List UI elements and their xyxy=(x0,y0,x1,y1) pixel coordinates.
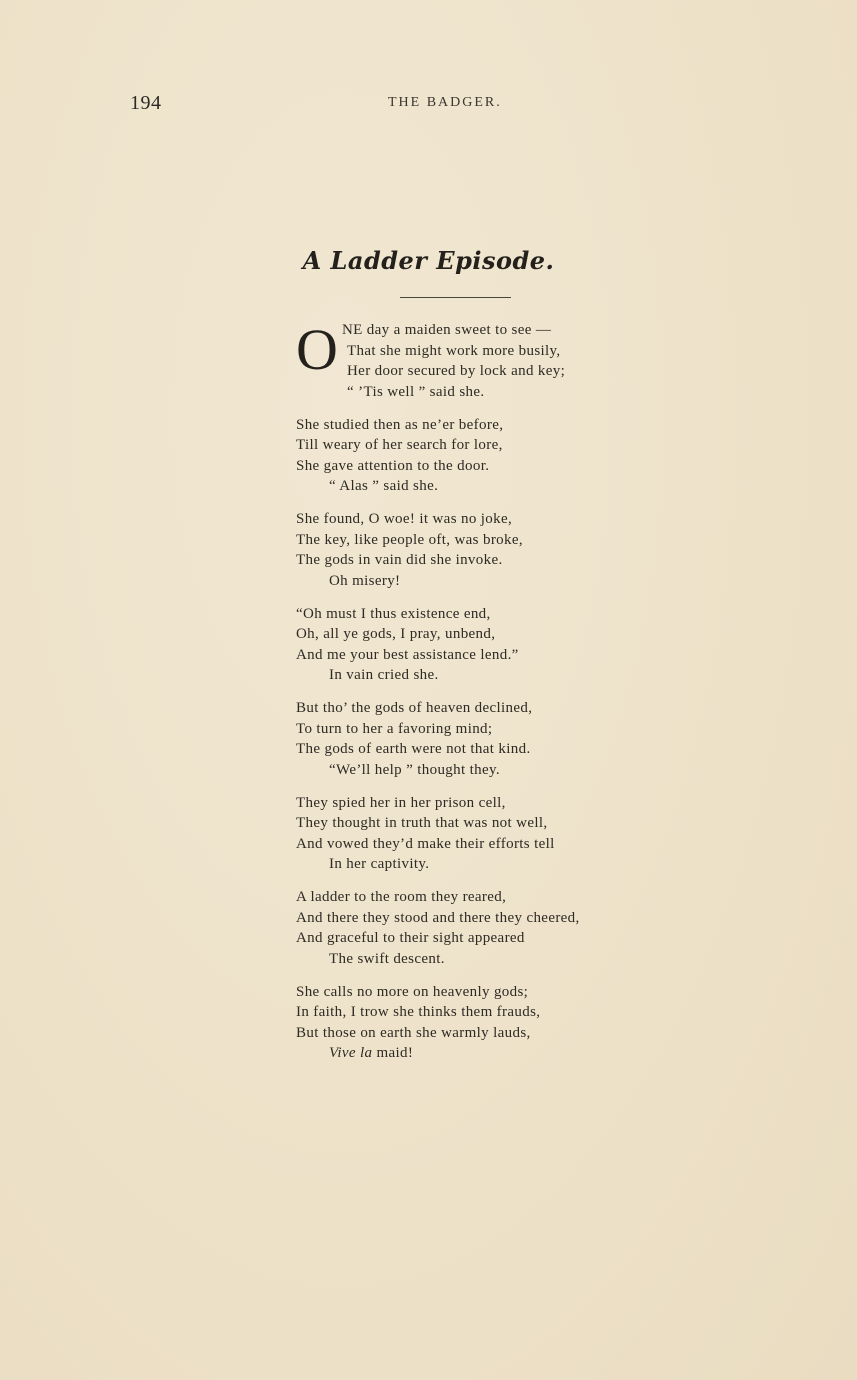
poem-line: They spied her in her prison cell, xyxy=(296,794,506,811)
poem-line: The swift descent. xyxy=(329,950,445,967)
poem-line: Oh, all ye gods, I pray, unbend, xyxy=(296,626,496,642)
poem-line: She found, O woe! it was no joke, xyxy=(296,511,513,527)
stanza-3 xyxy=(296,509,716,591)
poem-line: But those on earth she warmly lauds, xyxy=(296,1024,531,1041)
italic-phrase: Vive la xyxy=(329,1045,373,1061)
poem-line: “ ’Tis well ” said she. xyxy=(347,383,485,400)
final-word: maid! xyxy=(372,1045,414,1061)
stanza-6 xyxy=(296,793,716,875)
poem-line: The gods in vain did she invoke. xyxy=(296,552,503,568)
poem-title: A Ladder Episode. xyxy=(302,246,555,275)
poem-body xyxy=(296,317,716,1076)
poem-line: That she might work more busily, xyxy=(347,342,561,359)
stanza-5 xyxy=(296,698,716,780)
poem-line: In her captivity. xyxy=(329,856,430,872)
drop-cap: O xyxy=(296,317,339,382)
poem-line: Till weary of her search for lore, xyxy=(296,437,503,453)
poem-line: “We’ll help ” thought they. xyxy=(329,761,500,778)
poem-line: In faith, I trow she thinks them frauds, xyxy=(296,1004,541,1020)
poem-line-final xyxy=(296,1043,716,1064)
poem-line: Her door secured by lock and key; xyxy=(347,363,566,379)
poem-line: Oh misery! xyxy=(329,572,401,589)
title-rule xyxy=(400,297,511,298)
poem-line: And there they stood and there they cheered, xyxy=(296,909,580,926)
poem-line: “ Alas ” said she. xyxy=(329,478,439,494)
stanza-2 xyxy=(296,415,716,497)
page-number: 194 xyxy=(130,92,162,114)
stanza-4 xyxy=(296,604,716,686)
poem-line: “Oh must I thus existence end, xyxy=(296,605,491,622)
poem-line: The key, like people oft, was broke, xyxy=(296,531,523,548)
poem-line: And graceful to their sight appeared xyxy=(296,930,525,946)
poem-line: They thought in truth that was not well, xyxy=(296,815,548,831)
poem-line: And vowed they’d make their efforts tell xyxy=(296,835,555,852)
poem-line: NE day a maiden sweet to see — xyxy=(342,322,552,338)
poem-line: The gods of earth were not that kind. xyxy=(296,741,531,757)
poem-line: And me your best assistance lend.” xyxy=(296,646,519,663)
running-head: THE BADGER. xyxy=(388,95,502,110)
poem-line: To turn to her a favoring mind; xyxy=(296,720,493,737)
poem-line: But tho’ the gods of heaven declined, xyxy=(296,700,533,716)
poem-line: She studied then as ne’er before, xyxy=(296,416,504,433)
poem-line: She gave attention to the door. xyxy=(296,457,490,474)
poem-line: She calls no more on heavenly gods; xyxy=(296,983,529,1000)
poem-line: A ladder to the room they reared, xyxy=(296,889,507,905)
poem-line: In vain cried she. xyxy=(329,667,439,683)
stanza-7 xyxy=(296,887,716,969)
stanza-8 xyxy=(296,982,716,1064)
stanza-1 xyxy=(296,317,716,402)
